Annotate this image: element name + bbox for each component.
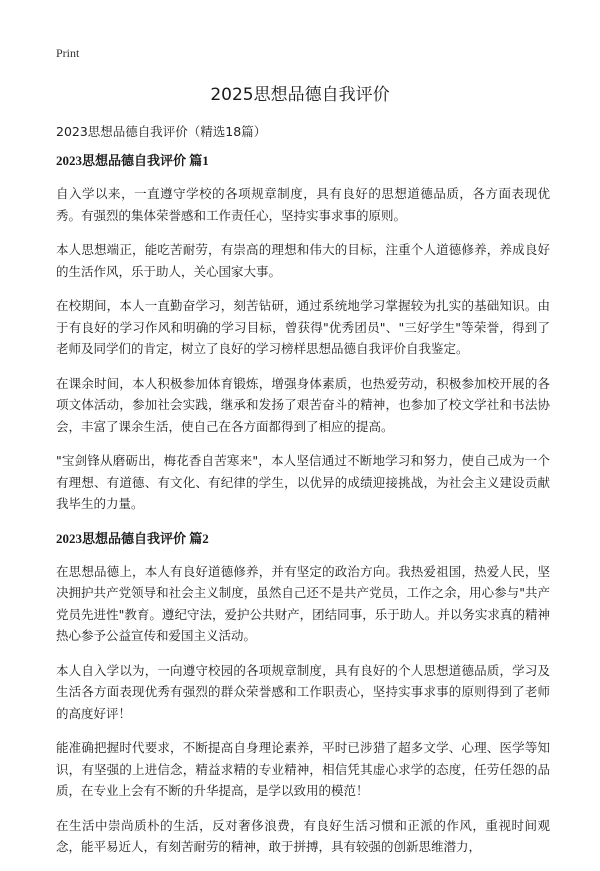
document-subtitle: 2023思想品德自我评价（精选18篇） [56, 124, 267, 139]
paragraph: 能准确把握时代要求，不断提高自身理论素养，平时已涉猎了超多文学、心理、医学等知识，有坚强的上进信念，精益求精的专业精神，相信凭其虚心求学的态度，任劳任怨的品质，在专业上会有不断的升华提高，是学以致用的模范！ [56, 740, 550, 798]
article-body [56, 150, 550, 871]
section-heading: 2023思想品德自我评价 篇2 [56, 530, 209, 546]
section-heading: 2023思想品德自我评价 篇1 [56, 153, 209, 168]
page-title: 2025思想品德自我评价 [210, 85, 390, 105]
paragraph: 在课余时间，本人积极参加体育锻炼，增强身体素质，也热爱劳动，积极参加校开展的各项文体活动，参加社会实践，继承和发扬了艰苦奋斗的精神，也参加了校文学社和书法协会，丰富了课余生活，使自己在各方面都得到了相应的提高。 [56, 375, 550, 434]
paragraph: 自入学以来，一直遵守学校的各项规章制度，具有良好的思想道德品质，各方面表现优秀。有强烈的集体荣誉感和工作责任心，坚持实事求事的原则。 [56, 186, 550, 223]
paragraph: 本人自入学以为，一向遵守校园的各项规章制度，具有良好的个人思想道德品质，学习及生活各方面表现优秀有强烈的群众荣誉感和工作职责心，坚持实事求事的原则得到了老师的高度好评！ [56, 662, 550, 721]
paragraph: "宝剑锋从磨砺出，梅花香自苦寒来"，本人坚信通过不断地学习和努力，使自己成为一个有理想、有道德、有文化、有纪律的学生，以优异的成绩迎接挑战，为社会主义建设贡献我毕生的力量。 [56, 453, 550, 511]
print-link[interactable]: Print [56, 46, 80, 60]
paragraph: 在生活中崇尚质朴的生活，反对奢侈浪费，有良好生活习惯和正派的作风，重视时间观念，能平易近人，有刻苦耐劳的精神，敢于拼搏，具有较强的创新思维潜力， [56, 817, 550, 854]
paragraph: 在思想品德上，本人有良好道德修养，并有坚定的政治方向。我热爱祖国，热爱人民，坚决拥护共产党领导和社会主义制度，虽然自己还不是共产党员，工作之余，用心参与"共产党员先进性"教育。遵纪守法，爱护公共财产，团结同事，乐于助人。并以务实求真的精神热心参予公益宣传和爱国主义活动。 [56, 563, 550, 643]
paragraph: 本人思想端正，能吃苦耐劳，有崇高的理想和伟大的目标，注重个人道德修养，养成良好的生活作风，乐于助人，关心国家大事。 [56, 242, 550, 279]
paragraph: 在校期间，本人一直勤奋学习，刻苦钻研，通过系统地学习掌握较为扎实的基础知识。由于有良好的学习作风和明确的学习目标，曾获得"优秀团员"、"三好学生"等荣誉，得到了老师及同学们的肯定，树立了良好的学习榜样思想品德自我评价自我鉴定。 [56, 298, 550, 356]
